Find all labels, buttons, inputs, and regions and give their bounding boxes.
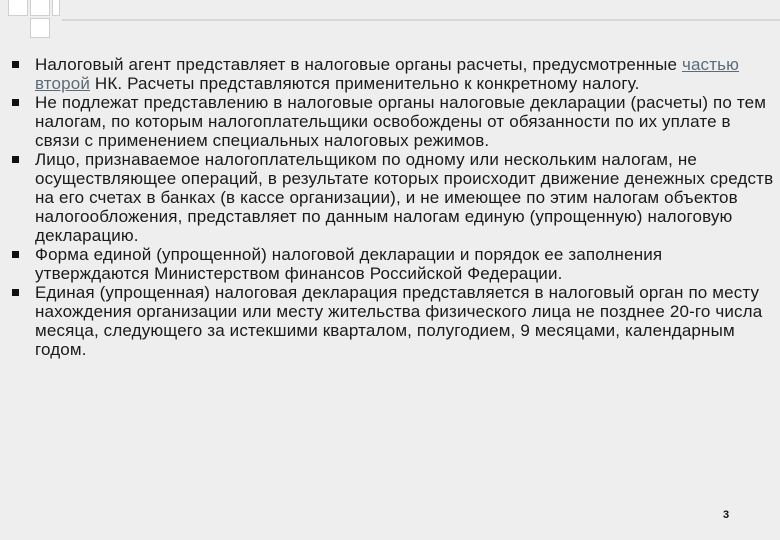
square-bullet-icon [12,99,19,106]
nk-part-two-link[interactable]: частью второй [35,55,740,93]
square-bullet-icon [12,251,19,258]
list-item [12,55,774,93]
list-item [12,93,774,150]
decorative-header [0,0,780,40]
square-bullet-icon [12,156,19,163]
item-text: Лицо, признаваемое налогоплательщиком по одному или нескольким налогам, не осуществляющее операций, в результате которых происходит движение денежных средств на его счетах в банках (в кассе организации), и не имеющее по этим налогам объектов налогообложения, представляет по данным налогам единую (упрощенную) налоговую декларацию. [35,150,774,245]
item-text: Единая (упрощенная) налоговая декларация представляется в налоговый орган по месту нахождения организации или месту жительства физического лица не позднее 20-го числа месяца, следующего за истекшими кварталом, полугодием, 9 месяцами, календарным годом. [35,283,763,359]
item-text: Форма единой (упрощенной) налоговой декларации и порядок ее заполнения утверждаются Министерством финансов Российской Федерации. [35,245,663,283]
decorative-square [52,0,60,16]
item-text-post: НК. Расчеты представляются применительно к конкретному налогу. [90,74,640,93]
item-text: Не подлежат представлению в налоговые органы налоговые декларации (расчеты) по тем налогам, по которым налогоплательщики освобождены от обязанности по их уплате в связи с применением специальных налоговых режимов. [35,93,767,150]
list-item [12,283,774,359]
slide-content [12,55,774,359]
square-bullet-icon [12,61,19,68]
decorative-square [8,0,28,16]
decorative-square [30,18,50,38]
page-number: 3 [723,509,730,521]
bullet-list [12,55,774,359]
decorative-square [30,0,50,16]
square-bullet-icon [12,289,19,296]
decorative-line [62,19,780,21]
list-item [12,150,774,245]
list-item [12,245,774,283]
item-text-pre: Налоговый агент представляет в налоговые органы расчеты, предусмотренные [35,55,682,74]
